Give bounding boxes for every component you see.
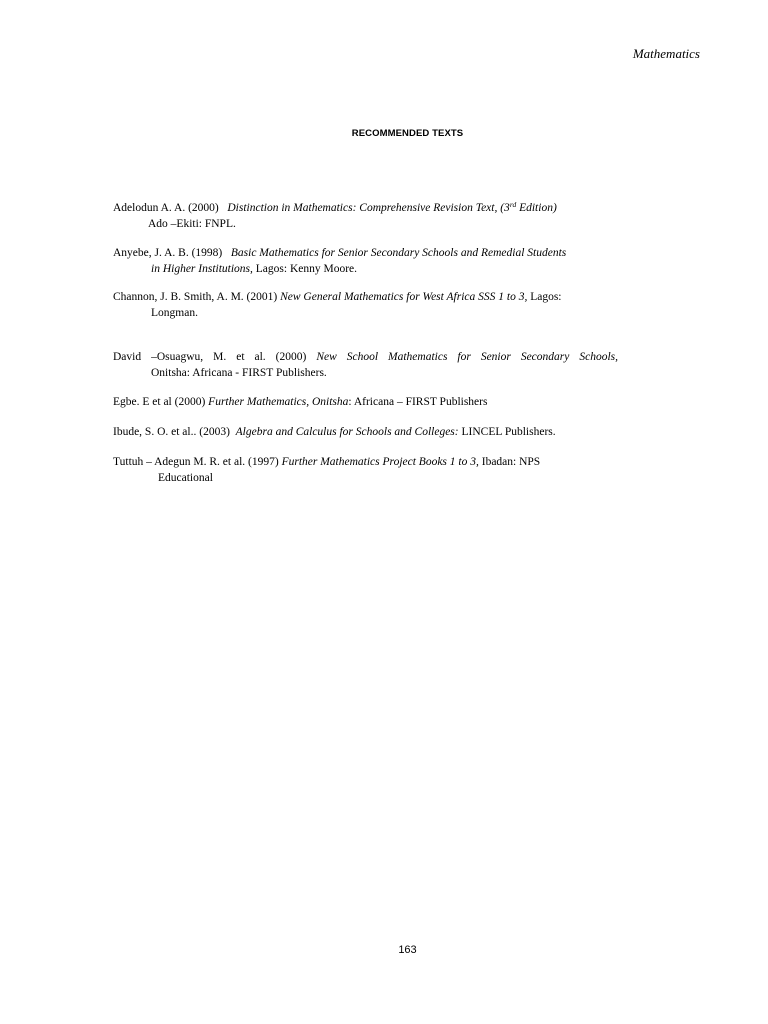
reference-publisher: Educational xyxy=(158,472,213,484)
reference-entry xyxy=(113,245,618,277)
reference-publisher: Ado –Ekiti: FNPL. xyxy=(148,218,236,230)
section-title: RECOMMENDED TEXTS xyxy=(351,128,464,139)
reference-line xyxy=(113,424,618,440)
reference-author: Adelodun A. A. (2000) xyxy=(113,202,219,214)
reference-author: David –Osuagwu, M. et al. (2000) xyxy=(113,351,307,363)
reference-title-part: Edition) xyxy=(516,202,557,214)
reference-author: Channon, J. B. Smith, A. M. (2001) xyxy=(113,291,278,303)
reference-publisher: Lagos: Kenny Moore. xyxy=(252,263,358,275)
reference-line xyxy=(113,245,618,261)
reference-entry xyxy=(113,349,618,381)
reference-entry xyxy=(113,289,618,321)
reference-title: Basic Mathematics for Senior Secondary Schools and Remedial Students xyxy=(230,247,567,259)
reference-publisher: Ibadan: NPS xyxy=(478,456,541,468)
reference-title: New School Mathematics for Senior Secondary Schools, xyxy=(316,351,618,363)
reference-entry xyxy=(113,424,618,440)
reference-entry xyxy=(113,200,618,232)
reference-title-part: Distinction in Mathematics: Comprehensive Revision Text, (3 xyxy=(227,202,510,214)
reference-publisher: Onitsha: Africana - FIRST Publishers. xyxy=(151,367,327,379)
page-number: 163 xyxy=(398,944,417,956)
reference-line xyxy=(113,454,618,470)
reference-line xyxy=(113,394,618,410)
reference-publisher: Lagos: xyxy=(527,291,562,303)
reference-entry xyxy=(113,394,618,410)
reference-entry xyxy=(113,454,618,486)
reference-title: Further Mathematics Project Books 1 to 3, xyxy=(281,456,479,468)
reference-publisher: : Africana – FIRST Publishers xyxy=(348,396,488,408)
reference-line xyxy=(113,200,618,216)
ordinal-superscript: rd xyxy=(509,200,517,209)
reference-author: Ibude, S. O. et al.. (2003) xyxy=(113,426,230,438)
reference-title: in Higher Institutions, xyxy=(151,263,253,275)
reference-publisher: Longman. xyxy=(151,307,198,319)
reference-line xyxy=(113,349,618,365)
reference-author: Tuttuh – Adegun M. R. et al. (1997) xyxy=(113,456,279,468)
reference-author: Egbe. E et al (2000) xyxy=(113,396,206,408)
reference-title: New General Mathematics for West Africa SSS 1 to 3, xyxy=(280,291,528,303)
running-header: Mathematics xyxy=(632,46,700,61)
reference-line xyxy=(113,261,618,277)
reference-title: Further Mathematics, Onitsha xyxy=(208,396,349,408)
reference-title: Algebra and Calculus for Schools and Colleges: xyxy=(235,426,459,438)
reference-title xyxy=(227,202,556,214)
reference-publisher: LINCEL Publishers. xyxy=(458,426,556,438)
reference-line xyxy=(113,289,618,305)
reference-author: Anyebe, J. A. B. (1998) xyxy=(113,247,223,259)
